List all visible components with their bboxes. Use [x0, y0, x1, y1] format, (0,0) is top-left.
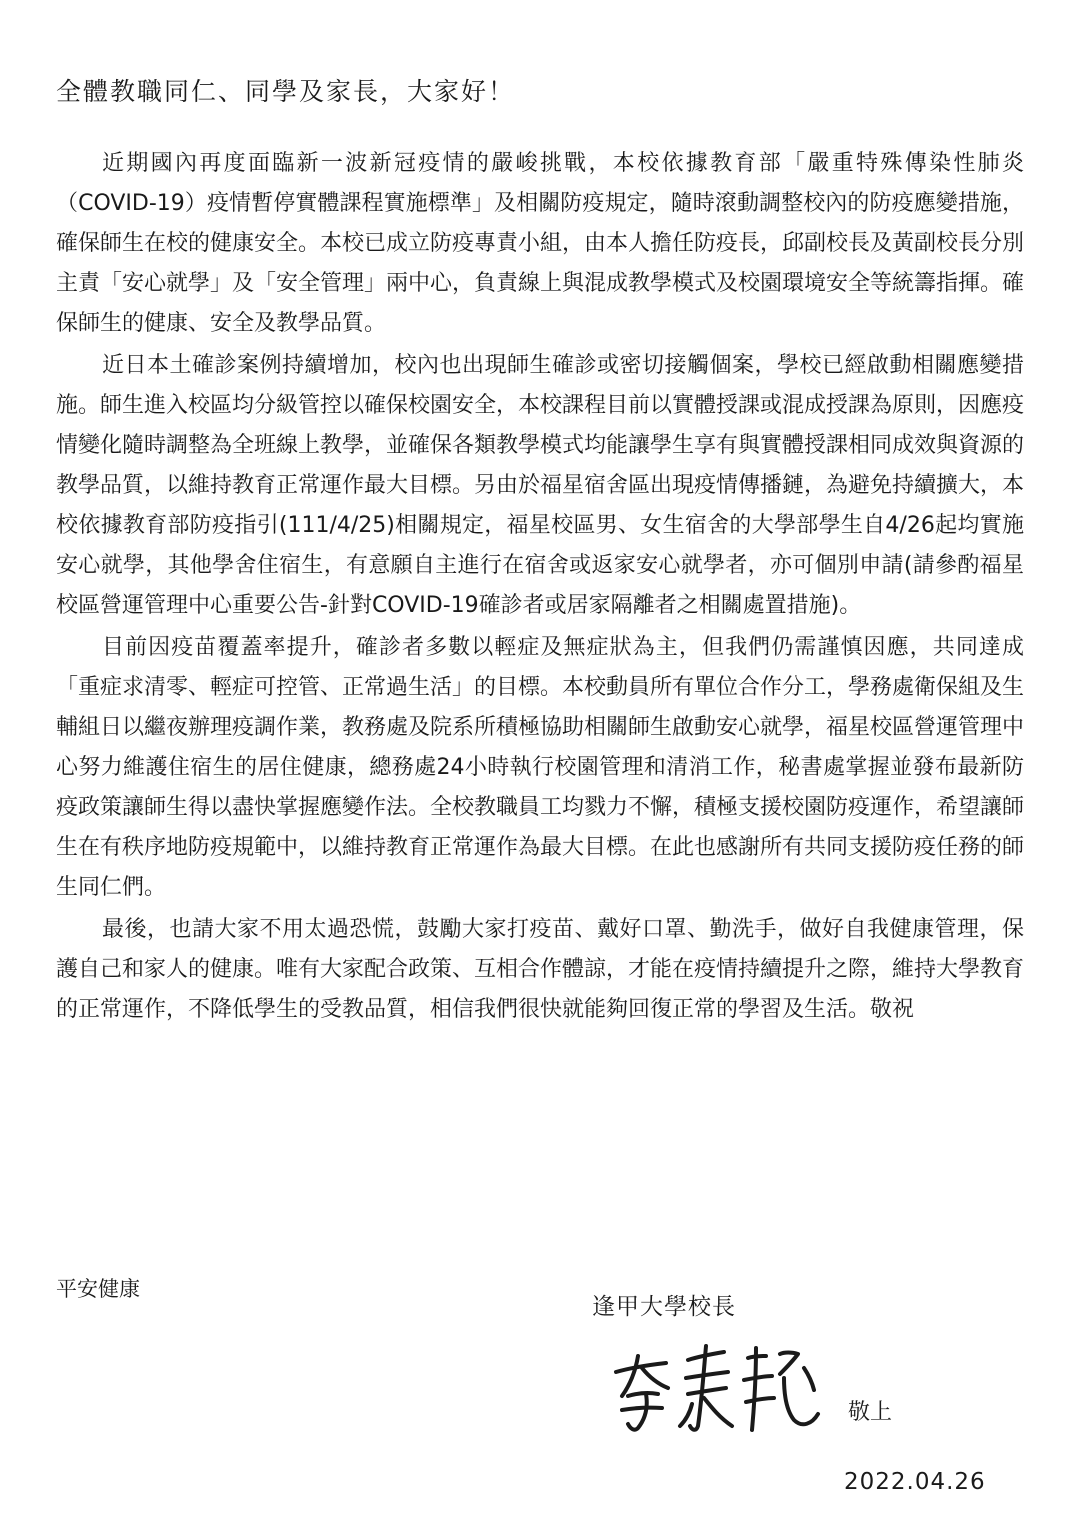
letter-greeting: 全體教職同仁、同學及家長，大家好！ [56, 77, 516, 106]
letter-paragraph: 最後，也請大家不用太過恐慌，鼓勵大家打疫苗、戴好口罩、勤洗手，做好自我健康管理，保護自己和家人的健康。唯有大家配合政策、互相合作體諒，才能在疫情持續提升之際，維持大學教育的正常運作，不降低學生的受教品質，相信我們很快就能夠回復正常的學習及生活。敬祝 [56, 917, 1025, 1022]
handwritten-signature [608, 1338, 828, 1438]
closing-wish: 平安健康 [56, 1277, 140, 1301]
letter-paragraph: 近期國內再度面臨新一波新冠疫情的嚴峻挑戰，本校依據教育部「嚴重特殊傳染性肺炎（COVID-19）疫情暫停實體課程實施標準」及相關防疫規定，隨時滾動調整校內的防疫應變措施，確保師生在校的健康安全。本校已成立防疫專責小組，由本人擔任防疫長，邱副校長及黃副校長分別主責「安心就學」及「安全管理」兩中心，負責線上與混成教學模式及校園環境安全等統籌指揮。確保師生的健康、安全及教學品質。 [56, 151, 1025, 336]
closing-respect: 敬上 [848, 1400, 893, 1425]
signer-title: 逢甲大學校長 [592, 1294, 736, 1320]
letter-paragraph: 目前因疫苗覆蓋率提升，確診者多數以輕症及無症狀為主，但我們仍需謹慎因應，共同達成「重症求清零、輕症可控管、正常過生活」的目標。本校動員所有單位合作分工，學務處衛保組及生輔組日以繼夜辦理疫調作業，教務處及院系所積極協助相關師生啟動安心就學，福星校區營運管理中心努力維護住宿生的居住健康，總務處24小時執行校園管理和清消工作，秘書處掌握並發布最新防疫政策讓師生得以盡快掌握應變作法。全校教職員工均戮力不懈，積極支援校園防疫運作，希望讓師生在有秩序地防疫規範中，以維持教育正常運作為最大目標。在此也感謝所有共同支援防疫任務的師生同仁們。 [56, 635, 1025, 900]
letter-date: 2022.04.26 [844, 1469, 986, 1495]
letter-body [56, 144, 1024, 1032]
letter-paragraph: 近日本土確診案例持續增加，校內也出現師生確診或密切接觸個案，學校已經啟動相關應變措施。師生進入校區均分級管控以確保校園安全，本校課程目前以實體授課或混成授課為原則，因應疫情變化隨時調整為全班線上教學，並確保各類教學模式均能讓學生享有與實體授課相同成效與資源的教學品質，以維持教育正常運作最大目標。另由於福星宿舍區出現疫情傳播鏈，為避免持續擴大，本校依據教育部防疫指引(111/4/25)相關規定，福星校區男、女生宿舍的大學部學生自4/26起均實施安心就學，其他學舍住宿生，有意願自主進行在宿舍或返家安心就學者，亦可個別申請(請參酌福星校區營運管理中心重要公告-針對COVID-19確診者或居家隔離者之相關處置措施)。 [56, 353, 1025, 618]
